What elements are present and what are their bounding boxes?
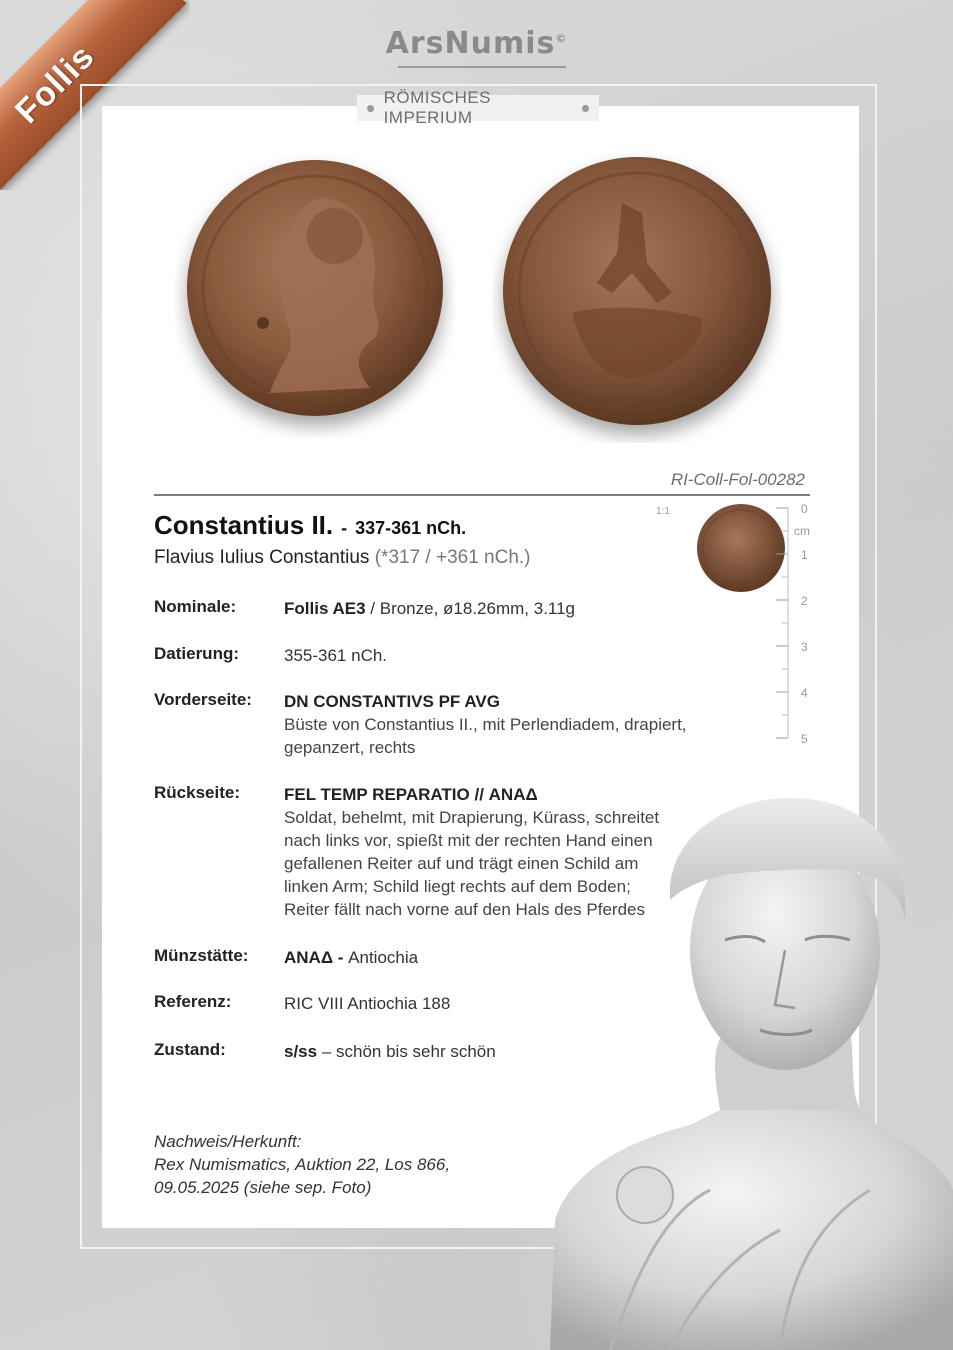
title-separator: - [341,518,348,538]
nominale-rest: / Bronze, ø18.26mm, 3.11g [365,599,576,618]
label-nominale: Nominale: [154,597,237,616]
title-divider [154,494,810,496]
provenance-line-1: Rex Numismatics, Auktion 22, Los 866, [154,1155,451,1174]
logo-reg-mark: © [555,32,568,45]
reverse-description: Soldat, behelmt, mit Drapierung, Kürass, schreitet nach links vor, spießt mit der rechten Hand einen gefallenen Reiter auf und trägt einen Schild am linken Arm; Schild liegt rechts auf dem Boden; Reiter fällt nach vorne auf den Hals des Pferdes [284,808,660,919]
mint-mark: ΑΝΑΔ - [284,948,344,967]
scale-ruler [656,500,826,750]
scale-mark-2: 2 [801,594,808,608]
nominale-bold: Follis AE3 [284,599,366,618]
ruler-name: Constantius II. [154,510,334,540]
coin-reverse-image [492,143,782,443]
label-muenzstaette: Münzstätte: [154,946,249,965]
provenance-heading: Nachweis/Herkunft: [154,1132,302,1151]
marble-bust-image [550,790,953,1350]
scale-unit: cm [794,524,810,538]
grade-text: – schön bis sehr schön [317,1042,496,1061]
logo-text: ArsNumis [385,26,556,61]
obverse-legend: DN CONSTANTIVS PF AVG [284,692,500,711]
scale-ratio: 1:1 [656,506,670,517]
scale-mark-4: 4 [801,686,808,700]
provenance [154,1130,450,1199]
section-tag [357,88,599,127]
section-label: RÖMISCHES IMPERIUM [383,88,492,127]
coin-obverse-image [175,148,455,438]
scale-mark-5: 5 [801,732,808,746]
grade-code: s/ss [284,1042,318,1061]
value-referenz: RIC VIII Antiochia 188 [284,994,451,1013]
reign-dates: 337-361 nCh. [355,518,467,538]
full-name: Flavius Iulius Constantius [154,547,370,568]
label-rueckseite: Rückseite: [154,783,240,802]
label-referenz: Referenz: [154,992,232,1011]
brand-logo [0,26,953,61]
dot-icon [582,105,589,112]
value-vorderseite [284,690,714,759]
reference-code: RI-Coll-Fol-00282 [670,470,805,489]
life-dates: (*317 / +361 nCh.) [374,547,531,568]
provenance-line-2: 09.05.2025 (siehe sep. Foto) [154,1178,372,1197]
scale-mark-1: 1 [801,548,808,562]
scale-mark-0: 0 [801,502,808,516]
value-nominale [284,597,684,620]
label-vorderseite: Vorderseite: [154,690,252,709]
reverse-legend: FEL TEMP REPARATIO // ΑΝΑΔ [284,785,538,804]
size-scale [656,500,826,750]
logo-underline [398,66,566,68]
dot-icon [367,105,374,112]
ribbon-label: Follis [7,36,102,131]
mint-name: Antiochia [343,948,419,967]
page-title [154,510,466,541]
scale-mark-3: 3 [801,640,808,654]
obverse-description: Büste von Constantius II., mit Perlendiadem, drapiert, gepanzert, rechts [284,715,687,757]
label-zustand: Zustand: [154,1040,226,1059]
page-subtitle [154,547,531,569]
label-datierung: Datierung: [154,644,239,663]
value-datierung: 355-361 nCh. [284,646,388,665]
